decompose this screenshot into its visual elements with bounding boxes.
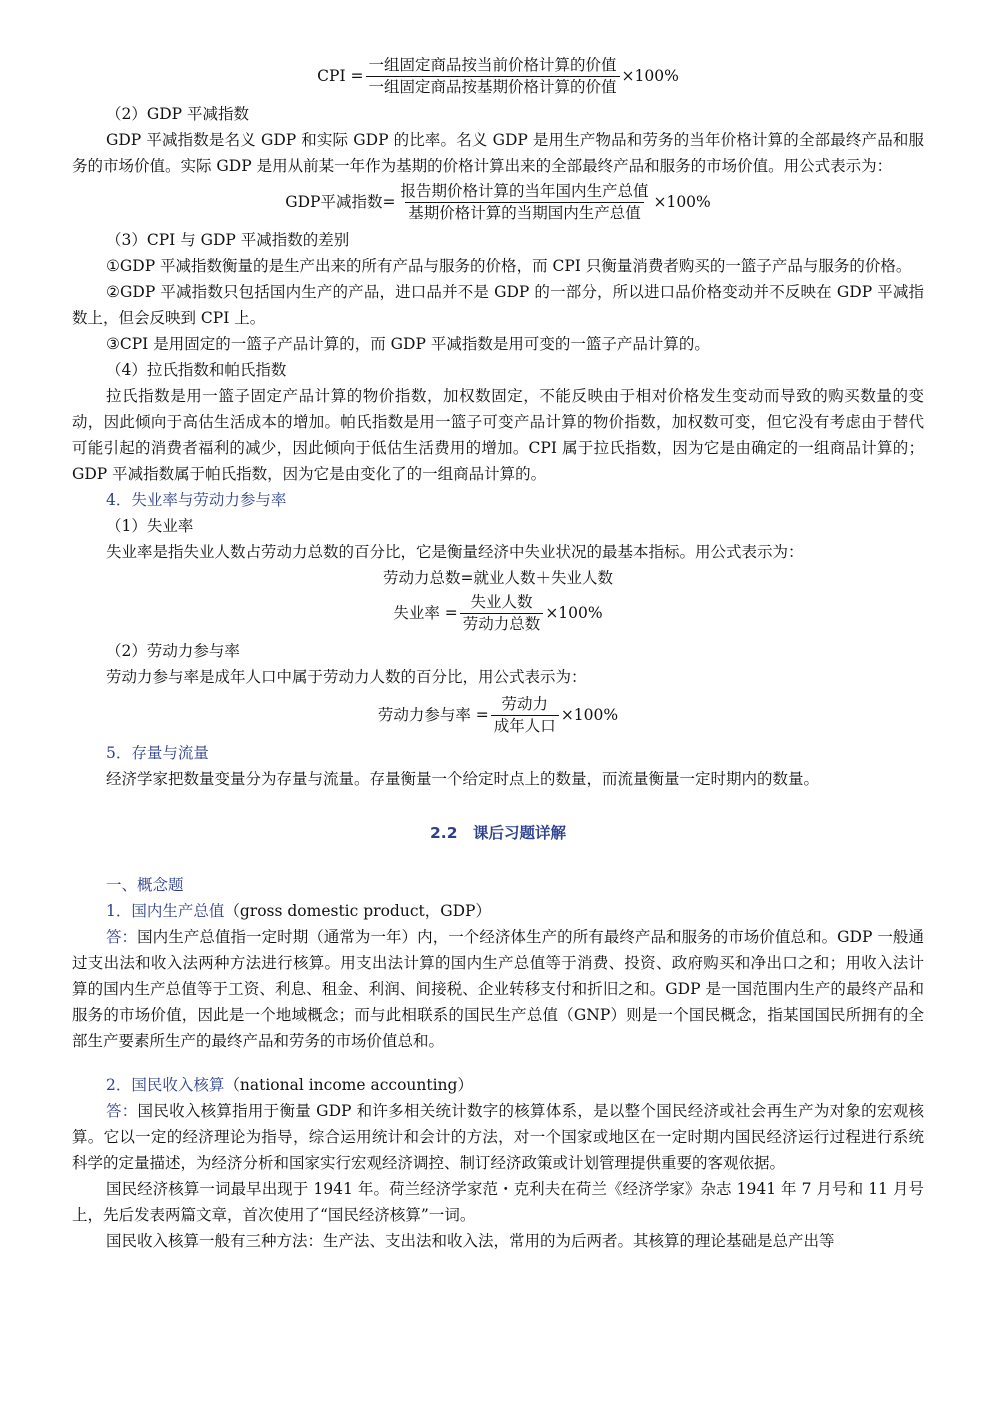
question-2-title-zh: 2．国民收入核算 xyxy=(106,1076,225,1094)
formula-lhs: 劳动力参与率 = xyxy=(377,706,489,724)
paragraph-gdp-deflator: GDP 平减指数是名义 GDP 和实际 GDP 的比率。名义 GDP 是用生产物品和劳务的当年价格计算的全部最终产品和服务的市场价值。实际 GDP 是用从前某一年作为基期的价格计算出来的全部最终产品和服务的市场价值。用公式表示为： xyxy=(72,131,924,175)
gdp-deflator-formula xyxy=(72,181,924,224)
formula-lhs: GDP平减指数= xyxy=(285,193,396,211)
numerator: 报告期价格计算的当年国内生产总值 xyxy=(400,182,649,200)
numerator: 失业人数 xyxy=(470,593,533,611)
formula-rhs: ×100% xyxy=(560,706,619,724)
question-2-answer xyxy=(72,1098,924,1176)
unemployment-formula xyxy=(72,592,924,635)
paragraph-difference-3: ③CPI 是用固定的一篮子产品计算的，而 GDP 平减指数是用可变的一篮子产品计算的。 xyxy=(106,335,710,353)
formula-lhs: CPI = xyxy=(317,67,364,85)
heading-laspeyres-paasche: （4）拉氏指数和帕氏指数 xyxy=(106,361,287,379)
heading-stock-flow: 5．存量与流量 xyxy=(106,744,209,762)
numerator: 劳动力 xyxy=(501,695,549,713)
formula-lhs: 失业率 = xyxy=(393,604,458,622)
paragraph-difference-1: ①GDP 平减指数衡量的是生产出来的所有产品与服务的价格，而 CPI 只衡量消费者购买的一篮子产品与服务的价格。 xyxy=(106,257,912,275)
question-1-title xyxy=(72,898,924,924)
fraction xyxy=(460,592,544,635)
heading-unemployment-section: 4．失业率与劳动力参与率 xyxy=(106,491,287,509)
question-1-title-zh: 1．国内生产总值 xyxy=(106,902,225,920)
heading-participation-rate: （2）劳动力参与率 xyxy=(106,642,240,660)
fraction xyxy=(366,55,620,98)
numerator: 一组固定商品按当前价格计算的价值 xyxy=(368,56,617,74)
denominator: 一组固定商品按基期价格计算的价值 xyxy=(366,76,620,98)
paragraph-laspeyres-paasche: 拉氏指数是用一篮子固定产品计算的物价指数，加权数固定，不能反映由于相对价格发生变动而导致的购买数量的变动，因此倾向于高估生活成本的增加。帕氏指数是用一篮子可变产品计算的物价指数，加权数可变，但它没有考虑由于替代可能引起的消费者福利的减少，因此倾向于低估生活费用的增加。CPI 属于拉氏指数，因为它是由确定的一组商品计算的；GDP 平减指数属于帕氏指数，因为它是由变化了的一组商品计算的。 xyxy=(72,387,924,483)
formula-rhs: ×100% xyxy=(545,604,603,622)
labor-total-formula: 劳动力总数=就业人数＋失业人数 xyxy=(383,569,613,587)
denominator: 劳动力总数 xyxy=(460,613,544,635)
page-content xyxy=(72,54,924,1254)
paragraph-participation-rate: 劳动力参与率是成年人口中属于劳动力人数的百分比，用公式表示为： xyxy=(106,668,587,686)
denominator: 成年人口 xyxy=(491,715,559,737)
answer-text: 国内生产总值指一定时期（通常为一年）内，一个经济体生产的所有最终产品和服务的市场价值总和。GDP 一般通过支出法和收入法两种方法进行核算。用支出法计算的国内生产总值等于消费、投资、政府购买和净出口之和；用收入法计算的国内生产总值等于工资、利息、租金、利润、间接税、企业转移支付和折旧之和。GDP 是一国范围内生产的最终产品和服务的市场价值，因此是一个地域概念；而与此相联系的国民生产总值（GNP）则是一个国民概念，指某国国民所拥有的全部生产要素所生产的最终产品和劳务的市场价值总和。 xyxy=(72,928,924,1050)
fraction xyxy=(491,694,559,737)
formula-rhs: ×100% xyxy=(621,67,679,85)
question-1-title-en: （gross domestic product，GDP） xyxy=(224,902,491,920)
heading-unemployment-rate: （1）失业率 xyxy=(106,517,194,535)
answer-label: 答： xyxy=(106,928,138,946)
answer-text: 国民收入核算指用于衡量 GDP 和许多相关统计数字的核算体系，是以整个国民经济或社会再生产为对象的宏观核算。它以一定的经济理论为指导，综合运用统计和会计的方法，对一个国家或地区在一定时期内国民经济运行过程进行系统科学的定量描述，为经济分析和国家实行宏观经济调控、制订经济政策或计划管理提供重要的客观依据。 xyxy=(72,1102,924,1172)
cpi-formula xyxy=(72,55,924,98)
question-2-title xyxy=(72,1072,924,1098)
answer-label: 答： xyxy=(106,1102,138,1120)
section-title: 2.2 课后习题详解 xyxy=(430,824,566,842)
paragraph-difference-2: ②GDP 平减指数只包括国内生产的产品，进口品并不是 GDP 的一部分，所以进口品价格变动并不反映在 GDP 平减指数上，但会反映到 CPI 上。 xyxy=(72,283,924,327)
question-2-paragraph-3: 国民收入核算一般有三种方法：生产法、支出法和收入法，常用的为后两者。其核算的理论基础是总产出等 xyxy=(106,1232,835,1250)
heading-concepts: 一、概念题 xyxy=(106,876,184,894)
formula-rhs: ×100% xyxy=(653,193,711,211)
participation-formula xyxy=(72,694,924,737)
denominator: 基期价格计算的当期国内生产总值 xyxy=(405,202,644,224)
paragraph-unemployment-rate: 失业率是指失业人数占劳动力总数的百分比，它是衡量经济中失业状况的最基本指标。用公式表示为： xyxy=(106,543,804,561)
heading-gdp-deflator: （2）GDP 平减指数 xyxy=(106,105,250,123)
spacer xyxy=(72,1054,924,1072)
question-2-paragraph-2: 国民经济核算一词最早出现于 1941 年。荷兰经济学家范・克利夫在荷兰《经济学家》杂志 1941 年 7 月号和 11 月号上，先后发表两篇文章，首次使用了“国民经济核算”一词。 xyxy=(72,1180,924,1224)
question-2-title-en: （national income accounting） xyxy=(224,1076,473,1094)
fraction xyxy=(397,181,651,224)
heading-cpi-gdp-difference: （3）CPI 与 GDP 平减指数的差别 xyxy=(106,231,350,249)
paragraph-stock-flow: 经济学家把数量变量分为存量与流量。存量衡量一个给定时点上的数量，而流量衡量一定时期内的数量。 xyxy=(106,770,820,788)
question-1-answer xyxy=(72,924,924,1054)
